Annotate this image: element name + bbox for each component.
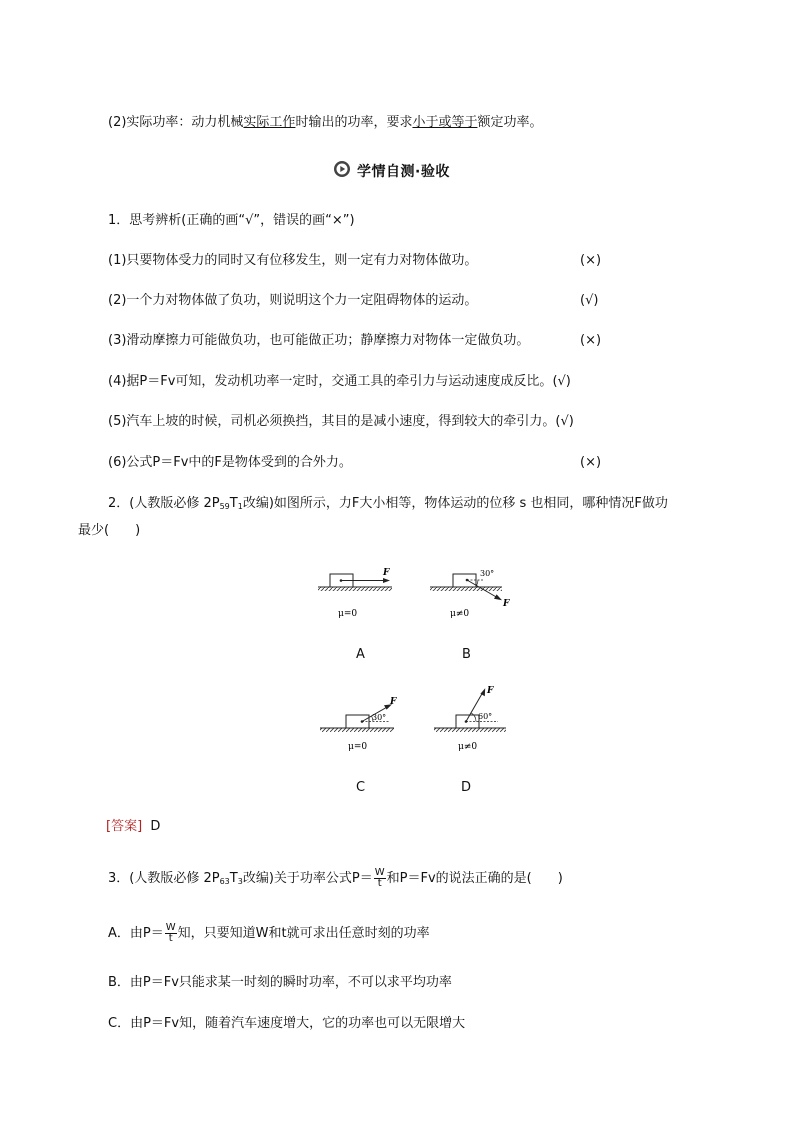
q1-item-5 [108,413,574,431]
force-label: F [503,599,510,609]
angle-label: 30° [372,713,387,722]
mu-label: μ≠0 [450,609,470,619]
figure-b-label: B [462,647,471,662]
q3-option-a-fraction [165,923,177,944]
q2-stem-mid: T [229,496,238,511]
angle-label: 30° [480,569,495,578]
q3-option-a [108,922,430,946]
mu-label: μ=0 [338,609,358,619]
q3-option-a-pre: A．由P＝ [108,926,164,941]
force-label: F [383,568,390,578]
force-label: F [487,686,494,696]
answer-tag: [答案] [106,819,143,834]
intro-underline-2: 小于或等于 [412,115,478,130]
figure-d-diagram [432,684,522,754]
q1-stem: 1．思考辨析(正确的画“√”，错误的画“×”) [108,213,355,228]
angle-label: 60° [478,712,493,721]
q2-stem-post: 改编)如图所示，力F大小相等，物体运动的位移 s 也相同，哪种情况F做功 [242,496,668,511]
mu-label: μ≠0 [458,742,478,752]
q3-option-c: C．由P＝Fv知，随着汽车速度增大，它的功率也可以无限增大 [108,1016,466,1031]
q3-stem-pre: 3．(人教版必修 2P [108,871,220,886]
answer-line [106,818,160,836]
q3-stem-mid: T [229,871,238,886]
q3-stem [108,867,563,894]
intro-underline-1: 实际工作 [243,115,296,130]
q1-mark-2: (√) [580,293,599,308]
q3-problem-sub: 3 [237,877,243,886]
figure-c-diagram [318,696,408,754]
q3-option-b: B．由P＝Fv只能求某一时刻的瞬时功率，不可以求平均功率 [108,975,452,990]
q1-item-6: (6)公式P＝Fv中的F是物体受到的合外力。 [108,455,352,470]
intro-mid: 时输出的功率，要求 [295,115,413,130]
answer-value: D [150,819,161,834]
intro-tail: 额定功率。 [477,115,543,130]
intro-label: (2)实际功率：动力机械 [108,115,244,130]
force-label: F [390,697,397,707]
section-heading [333,160,450,182]
q2-problem-sub: 1 [237,502,243,511]
q1-item-4 [108,373,571,391]
q1-mark-3: (×) [580,333,602,348]
ground-hatch [318,587,392,591]
q2-stem-pre: 2．(人教版必修 2P [108,496,220,511]
q1-item-1: (1)只要物体受力的同时又有位移发生，则一定有力对物体做功。 [108,253,478,268]
q3-stem-post1: 改编)关于功率公式P＝ [242,871,373,886]
q1-mark-6: (×) [580,455,602,470]
mu-label: μ=0 [348,742,368,752]
figure-c-label: C [356,780,366,795]
intro-line [108,114,542,132]
figure-a-diagram [316,564,406,622]
q1-item-5-text: (5)汽车上坡的时候，司机必须换挡，其目的是减小速度，得到较大的牵引力。 [108,414,556,429]
q2-page-sub: 59 [219,502,230,511]
q1-item-2: (2)一个力对物体做了负功，则说明这个力一定阻碍物体的运动。 [108,293,478,308]
figure-b-diagram [428,564,518,622]
q1-mark-4: (√) [552,374,571,389]
q1-item-3: (3)滑动摩擦力可能做负功，也可能做正功；静摩擦力对物体一定做负功。 [108,333,530,348]
q3-option-a-denominator: t [168,933,173,944]
q2-stem-line2: 最少( ) [78,523,141,538]
q1-mark-5: (√) [555,414,574,429]
q3-option-a-post: 知，只要知道W和t就可求出任意时刻的功率 [177,926,430,941]
q3-page-sub: 63 [219,877,230,886]
q2-stem [108,495,668,516]
block [453,574,476,587]
section-title: 学情自测·验收 [357,164,450,180]
section-play-icon [333,160,351,182]
q3-fraction-numerator: W [374,867,385,878]
q1-mark-1: (×) [580,253,602,268]
q1-item-4-text: (4)据P＝Fv可知，发动机功率一定时，交通工具的牵引力与运动速度成反比。 [108,374,553,389]
q3-stem-post2: 和P＝Fv的说法正确的是( ) [386,871,563,886]
q3-fraction [374,868,386,889]
figure-a-label: A [356,647,365,662]
q3-option-a-numerator: W [165,922,176,933]
figure-d-label: D [461,780,472,795]
q3-fraction-denominator: t [377,878,382,889]
